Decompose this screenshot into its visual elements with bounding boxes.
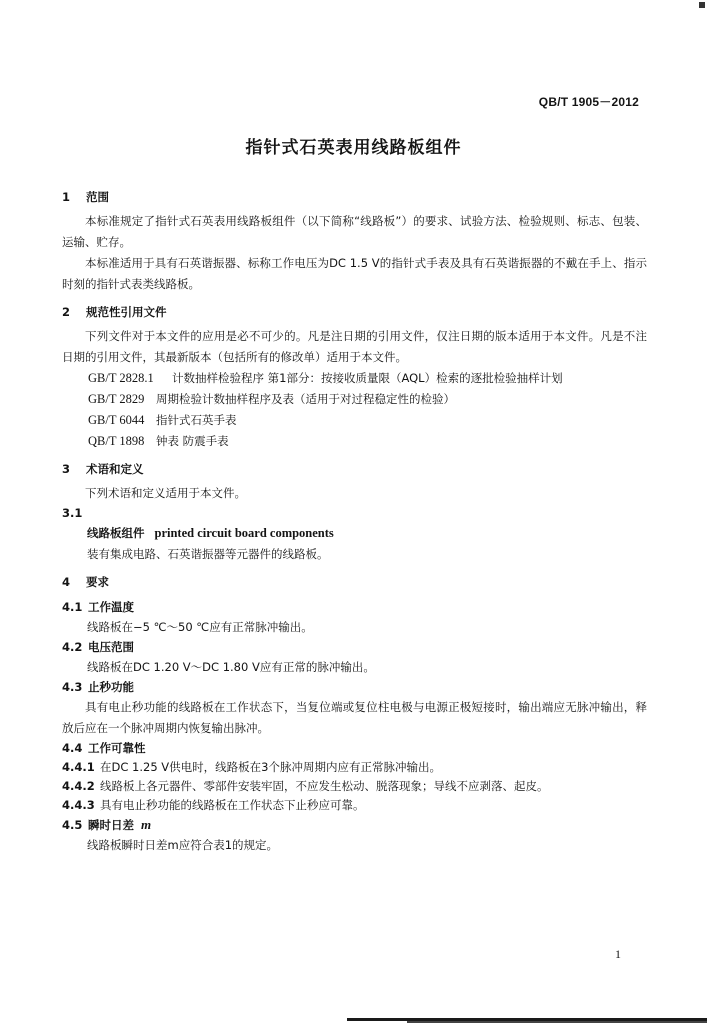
reference-item xyxy=(62,431,647,452)
section-3-heading xyxy=(62,460,647,479)
reference-title: 指针式石英手表 xyxy=(156,413,237,427)
subsection-4-5-heading xyxy=(62,815,647,835)
subsection-title: 工作可靠性 xyxy=(88,741,146,755)
term-english: printed circuit board components xyxy=(154,526,334,540)
subsection-4-1-heading xyxy=(62,598,647,617)
reference-item xyxy=(62,368,647,389)
reference-title: 计数抽样检验程序 第1部分：按接收质量限（AQL）检索的逐批检验抽样计划 xyxy=(172,371,563,385)
reference-code: GB/T 6044 xyxy=(88,413,145,427)
reference-code: GB/T 2829 xyxy=(88,392,145,406)
scope-paragraph-2: 本标准适用于具有石英谐振器、标称工作电压为DC 1.5 V的指针式手表及具有石英谐振器的不戴在手上、指示时刻的指针式表类线路板。 xyxy=(62,256,647,291)
section-1-heading xyxy=(62,188,647,207)
clause-item xyxy=(62,777,647,796)
subsection-number: 4.5 xyxy=(62,818,83,832)
clause-item-number: 4.4.1 xyxy=(62,760,95,774)
subsection-title: 电压范围 xyxy=(88,640,134,654)
clause-item-text: 线路板上各元器件、零部件安装牢固，不应发生松动、脱落现象；导线不应剥落、起皮。 xyxy=(100,779,549,793)
section-title: 术语和定义 xyxy=(86,462,144,476)
subsection-4-5-text: 线路板瞬时日差m应符合表1的规定。 xyxy=(87,838,279,852)
subsection-4-4-heading xyxy=(62,739,647,758)
clause-item-number: 4.4.2 xyxy=(62,779,95,793)
term-definition: 装有集成电路、石英谐振器等元器件的线路板。 xyxy=(87,547,329,561)
subsection-4-2-heading xyxy=(62,638,647,657)
section-title: 规范性引用文件 xyxy=(86,305,167,319)
clause-item-number: 4.4.3 xyxy=(62,798,95,812)
section-number: 4 xyxy=(62,575,71,589)
clause-item xyxy=(62,758,647,777)
subsection-title: 止秒功能 xyxy=(88,680,134,694)
subsection-title: 瞬时日差 xyxy=(88,818,134,832)
section-number: 3 xyxy=(62,462,71,476)
subsection-number: 4.4 xyxy=(62,741,83,755)
term-entry xyxy=(62,523,647,544)
corner-speck-icon xyxy=(699,2,705,8)
term-chinese: 线路板组件 xyxy=(87,526,145,540)
reference-item xyxy=(62,410,647,431)
section-title: 要求 xyxy=(86,575,109,589)
section-number: 1 xyxy=(62,190,71,204)
document-body xyxy=(62,188,647,856)
subsection-4-1-text: 线路板在−5 ℃～50 ℃应有正常脉冲输出。 xyxy=(87,620,313,634)
references-intro-paragraph: 下列文件对于本文件的应用是必不可少的。凡是注日期的引用文件，仅注日期的版本适用于本文件。凡是不注日期的引用文件，其最新版本（包括所有的修改单）适用于本文件。 xyxy=(62,329,647,364)
terms-intro-paragraph: 下列术语和定义适用于本文件。 xyxy=(85,486,246,500)
section-title: 范围 xyxy=(86,190,109,204)
section-number: 2 xyxy=(62,305,71,319)
subsection-4-3-heading xyxy=(62,678,647,697)
symbol-m: m xyxy=(141,817,152,832)
scan-edge-line xyxy=(347,1012,707,1024)
subsection-title: 工作温度 xyxy=(88,600,134,614)
subsection-number: 4.1 xyxy=(62,600,83,614)
subsection-number: 4.2 xyxy=(62,640,83,654)
section-4-heading xyxy=(62,573,647,592)
page-title: 指针式石英表用线路板组件 xyxy=(245,138,462,158)
reference-title: 钟表 防震手表 xyxy=(156,434,229,448)
subsection-number: 4.3 xyxy=(62,680,83,694)
subsection-4-2-text: 线路板在DC 1.20 V～DC 1.80 V应有正常的脉冲输出。 xyxy=(87,660,375,674)
scope-paragraph-1: 本标准规定了指针式石英表用线路板组件（以下简称“线路板”）的要求、试验方法、检验规则、标志、包装、运输、贮存。 xyxy=(62,214,647,249)
clause-item-text: 具有电止秒功能的线路板在工作状态下止秒应可靠。 xyxy=(100,798,365,812)
clause-item xyxy=(62,796,647,815)
section-2-heading xyxy=(62,303,647,322)
clause-item-text: 在DC 1.25 V供电时，线路板在3个脉冲周期内应有正常脉冲输出。 xyxy=(100,760,441,774)
reference-item xyxy=(62,389,647,410)
standard-code: QB/T 1905－2012 xyxy=(538,95,639,109)
reference-code: GB/T 2828.1 xyxy=(88,371,154,385)
page-number: 1 xyxy=(615,947,621,961)
reference-title: 周期检验计数抽样程序及表（适用于对过程稳定性的检验） xyxy=(156,392,455,406)
clause-number: 3.1 xyxy=(62,506,83,520)
subsection-4-3-text: 具有电止秒功能的线路板在工作状态下，当复位端或复位柱电极与电源正极短接时，输出端应无脉冲输出，释放后应在一个脉冲周期内恢复输出脉冲。 xyxy=(62,700,647,735)
reference-code: QB/T 1898 xyxy=(88,434,145,448)
